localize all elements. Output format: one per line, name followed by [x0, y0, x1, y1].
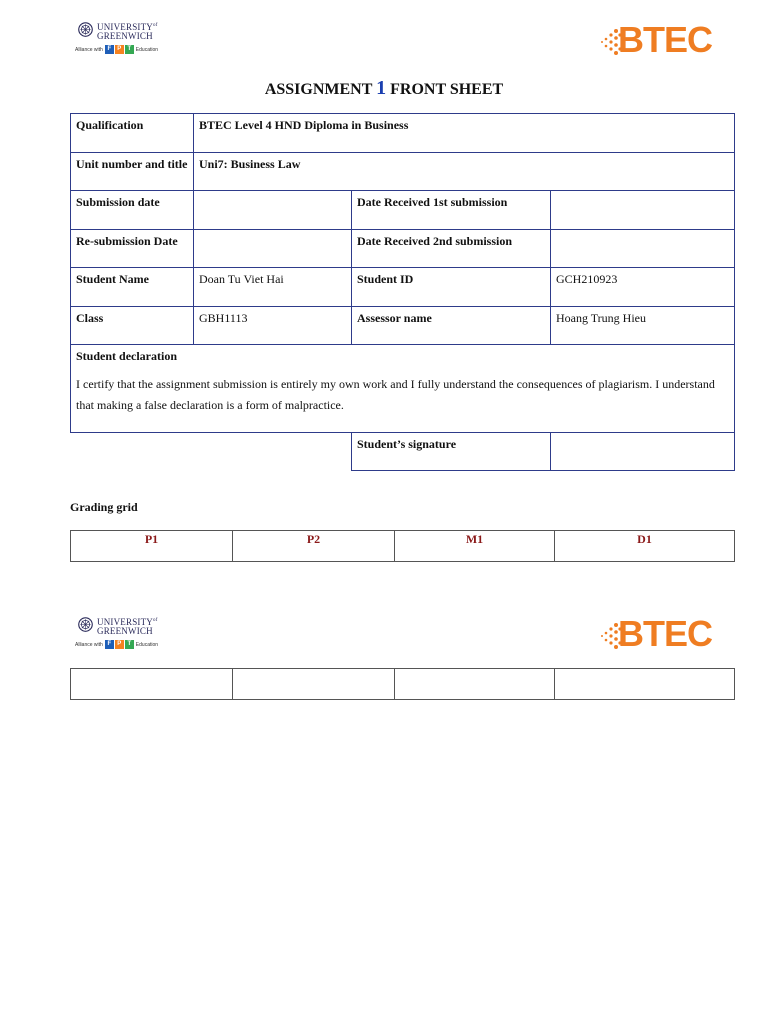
table-row [71, 230, 735, 268]
title-suffix: FRONT SHEET [390, 81, 504, 98]
alliance-prefix: Alliance with [75, 46, 103, 53]
unit-value: Uni7: Business Law [194, 153, 735, 191]
fpt-letter-f: F [105, 45, 114, 54]
title-number: 1 [376, 77, 387, 99]
fpt-letter-p: P [115, 640, 124, 649]
table-row [352, 433, 735, 471]
submission-date-label: Submission date [71, 191, 194, 230]
fpt-letter-t: T [125, 45, 134, 54]
btec-wordmark: BTEC [618, 613, 712, 654]
fpt-letter-f: F [105, 640, 114, 649]
student-id-value: GCH210923 [551, 268, 735, 307]
alliance-line [75, 640, 158, 649]
grading-grid-header [70, 530, 735, 562]
student-name-value: Doan Tu Viet Hai [194, 268, 352, 307]
grade-value-p1[interactable] [71, 669, 233, 700]
qualification-value: BTEC Level 4 HND Diploma in Business [194, 114, 735, 153]
university-line1: UNIVERSITY [97, 22, 153, 32]
fpt-letter-t: T [125, 640, 134, 649]
university-line2: GREENWICH [97, 626, 153, 636]
class-label: Class [71, 307, 194, 345]
date-received-1-label: Date Received 1st submission [352, 191, 551, 230]
table-row [71, 268, 735, 307]
alliance-suffix: Education [135, 641, 159, 648]
table-row [71, 531, 735, 562]
signature-table [351, 432, 735, 471]
crest-icon [78, 22, 93, 37]
table-row [71, 114, 735, 153]
alliance-line [75, 45, 158, 54]
grade-value-p2[interactable] [233, 669, 395, 700]
university-of: of [153, 23, 158, 28]
grade-column-p1: P1 [71, 531, 233, 562]
university-line2: GREENWICH [97, 31, 153, 41]
page-title [0, 77, 768, 100]
resubmission-date-label: Re-submission Date [71, 230, 194, 268]
fpt-logo [105, 640, 134, 649]
date-received-2-label: Date Received 2nd submission [352, 230, 551, 268]
assessor-value: Hoang Trung Hieu [551, 307, 735, 345]
grade-column-d1: D1 [555, 531, 735, 562]
grading-grid-values [70, 668, 735, 700]
signature-field[interactable] [551, 433, 735, 471]
table-row [71, 191, 735, 230]
qualification-label: Qualification [71, 114, 194, 153]
table-row [71, 307, 735, 345]
student-name-label: Student Name [71, 268, 194, 307]
title-prefix: ASSIGNMENT [264, 81, 373, 98]
btec-wordmark: BTEC [618, 19, 712, 60]
grade-column-m1: M1 [395, 531, 555, 562]
date-received-1-field[interactable] [551, 191, 735, 230]
table-row [71, 669, 735, 700]
assessor-label: Assessor name [352, 307, 551, 345]
crest-icon [78, 617, 93, 632]
university-of-greenwich-logo [75, 20, 175, 64]
resubmission-date-field[interactable] [194, 230, 352, 268]
grade-column-p2: P2 [233, 531, 395, 562]
front-sheet-table [70, 113, 735, 433]
btec-logo [600, 19, 720, 62]
class-value: GBH1113 [194, 307, 352, 345]
fpt-letter-p: P [115, 45, 124, 54]
university-of: of [153, 618, 158, 623]
university-of-greenwich-logo [75, 615, 175, 659]
student-id-label: Student ID [352, 268, 551, 307]
university-line1: UNIVERSITY [97, 617, 153, 627]
table-row [71, 345, 735, 433]
signature-label: Student’s signature [352, 433, 551, 471]
declaration-text: I certify that the assignment submission is entirely my own work and I fully understand the consequences of plagiarism. I understand that making a false declaration is a form of malpractice. [76, 377, 715, 412]
table-row [71, 153, 735, 191]
date-received-2-field[interactable] [551, 230, 735, 268]
submission-date-field[interactable] [194, 191, 352, 230]
btec-logo [600, 613, 720, 656]
grade-value-d1[interactable] [555, 669, 735, 700]
unit-label: Unit number and title [71, 153, 194, 191]
declaration-title: Student declaration [76, 349, 178, 363]
alliance-suffix: Education [135, 46, 159, 53]
alliance-prefix: Alliance with [75, 641, 103, 648]
fpt-logo [105, 45, 134, 54]
grade-value-m1[interactable] [395, 669, 555, 700]
grading-grid-label: Grading grid [70, 500, 138, 514]
student-declaration [71, 345, 735, 433]
